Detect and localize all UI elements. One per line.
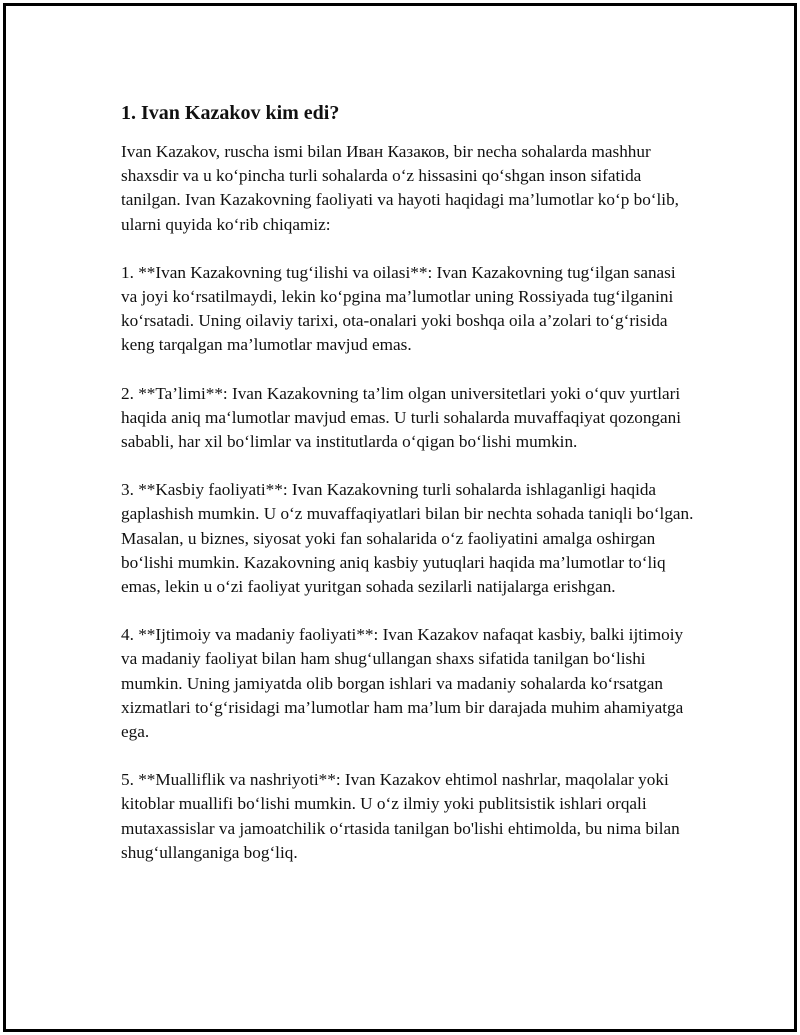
document-heading: 1. Ivan Kazakov kim edi?: [121, 102, 340, 124]
paragraph-birth-family: 1. **Ivan Kazakovning tug‘ilishi va oilasi**: Ivan Kazakovning tug‘ilgan sanasi va joyi ko‘rsatilmaydi, lekin ko‘pgina ma’lumotlar uning Rossiyada tug‘ilganini ko‘rsatadi. Uning oilaviy tarixi, ota-onalari yoki boshqa oila a’zolari to‘g‘risida keng tarqalgan ma’lumotlar mavjud emas.: [121, 262, 676, 355]
paragraph-authorship: 5. **Mualliflik va nashriyoti**: Ivan Kazakov ehtimol nashrlar, maqolalar yoki kitoblar muallifi bo‘lishi mumkin. U o‘z ilmiy yoki publitsistik ishlari orqali mutaxassislar va jamoatchilik o‘rtasida tanilgan bo'lishi ehtimolda, bu nima bilan shug‘ullanganiga bog‘liq.: [121, 770, 680, 862]
page-frame: [3, 3, 797, 1032]
document-body: [121, 99, 696, 889]
paragraph-career: 3. **Kasbiy faoliyati**: Ivan Kazakovning turli sohalarda ishlaganligi haqida gaplashish mumkin. U o‘z muvaffaqiyatlari bilan bir nechta sohada taniqli bo‘lgan. Masalan, u biznes, siyosat yoki fan sohalarida o‘z faoliyatini amalga oshirgan bo‘lishi mumkin. Kazakovning aniq kasbiy yutuqlari haqida ma’lumotlar to‘liq emas, lekin u o‘zi faoliyat yuritgan sohada sezilarli natijalarga erishgan.: [121, 480, 694, 597]
intro-paragraph: Ivan Kazakov, ruscha ismi bilan Иван Казаков, bir necha sohalarda mashhur shaxsdir va u ko‘pincha turli sohalarda o‘z hissasini qo‘shgan inson sifatida tanilgan. Ivan Kazakovning faoliyati va hayoti haqidagi ma’lumotlar ko‘p bo‘lib, ularni quyida ko‘rib chiqamiz:: [121, 142, 679, 234]
paragraph-social-cultural: 4. **Ijtimoiy va madaniy faoliyati**: Ivan Kazakov nafaqat kasbiy, balki ijtimoiy va madaniy faoliyat bilan ham shug‘ullangan shaxs sifatida tanilgan bo‘lishi mumkin. Uning jamiyatda olib borgan ishlari va madaniy sohalarda ko‘rsatgan xizmatlari to‘g‘risidagi ma’lumotlar ham ma’lum bir darajada muhim ahamiyatga ega.: [121, 625, 684, 742]
paragraph-education: 2. **Ta’limi**: Ivan Kazakovning ta’lim olgan universitetlari yoki o‘quv yurtlari haqida aniq ma‘lumotlar mavjud emas. U turli sohalarda muvaffaqiyat qozongani sababli, har xil bo‘limlar va institutlarda o‘qigan bo‘lishi mumkin.: [121, 383, 682, 452]
